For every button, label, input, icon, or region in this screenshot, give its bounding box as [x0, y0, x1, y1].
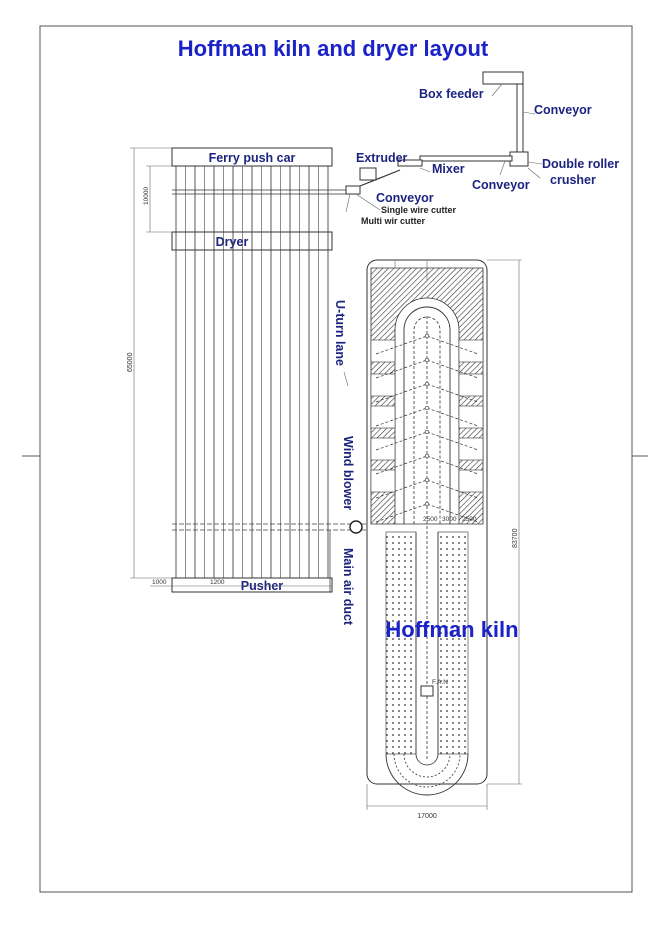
kiln-opening [459, 374, 483, 396]
double-roller-crusher [510, 152, 528, 166]
multi-wire-cutter-label: Multi wir cutter [361, 216, 426, 226]
pusher-label: Pusher [240, 579, 284, 593]
box-feeder-label: Box feeder [419, 87, 484, 101]
double-roller-label-1: Double roller [542, 157, 620, 171]
kiln-valve [425, 478, 429, 482]
ferry-push-car-label: Ferry push car [208, 151, 296, 165]
kiln-opening [371, 470, 395, 492]
cutter-block [346, 186, 360, 194]
kiln-opening [459, 438, 483, 460]
double-roller-label-2: crusher [550, 173, 596, 187]
kiln-valve [425, 430, 429, 434]
page-frame [40, 26, 632, 892]
kiln-valve [425, 406, 429, 410]
kiln-valve [425, 502, 429, 506]
conveyor-vertical [517, 84, 523, 154]
kiln-opening [459, 470, 483, 492]
kiln-valve [425, 382, 429, 386]
kiln-opening [459, 406, 483, 428]
dim-kiln-length: 83700 [512, 528, 519, 548]
dim-kiln-width: 17000 [417, 813, 437, 820]
dim-kiln-seg-3: 2500 [462, 516, 477, 523]
kiln-valve [425, 334, 429, 338]
u-turn-lane-label: U-turn lane [333, 300, 347, 366]
dryer [127, 148, 346, 593]
diagram-title: Hoffman kiln and dryer layout [177, 36, 489, 61]
kiln-opening [459, 340, 483, 362]
wind-blower-label: Wind blower [341, 436, 355, 511]
kiln-opening [371, 340, 395, 362]
conveyor-horizontal [420, 156, 512, 161]
dryer-tunnels [176, 166, 328, 578]
conveyor-top-label: Conveyor [534, 103, 592, 117]
mixer-label: Mixer [432, 162, 465, 176]
dryer-label: Dryer [215, 235, 249, 249]
dim-kiln-seg-2: 3000 [442, 516, 457, 523]
conveyor-small-label: Conveyor [376, 191, 434, 205]
wind-blower [350, 521, 362, 533]
kiln-fan [421, 686, 433, 696]
dim-dryer-side: 10000 [143, 186, 150, 205]
dim-pusher-left: 1000 [152, 579, 167, 586]
hoffman-kiln-label: Hoffman kiln [385, 617, 519, 642]
kiln-opening [371, 438, 395, 460]
dim-dryer-length: 65000 [127, 352, 134, 372]
conveyor-mid-label: Conveyor [472, 178, 530, 192]
box-feeder [483, 72, 523, 84]
kiln-opening [371, 374, 395, 396]
dim-pusher-width: 1200 [210, 579, 225, 586]
kiln-valve [425, 454, 429, 458]
kiln-valve [425, 358, 429, 362]
kiln-opening [371, 406, 395, 428]
fan-label: F.A.N [432, 679, 448, 686]
single-wire-cutter-label: Single wire cutter [381, 205, 457, 215]
hoffman-kiln [367, 260, 522, 820]
extruder-label: Extruder [356, 151, 408, 165]
kiln-lower-right [438, 532, 468, 754]
extruder [360, 168, 376, 180]
kiln-lower-left [386, 532, 416, 754]
main-air-duct-label: Main air duct [341, 548, 355, 626]
dim-kiln-seg-1: 2500 [423, 516, 438, 523]
